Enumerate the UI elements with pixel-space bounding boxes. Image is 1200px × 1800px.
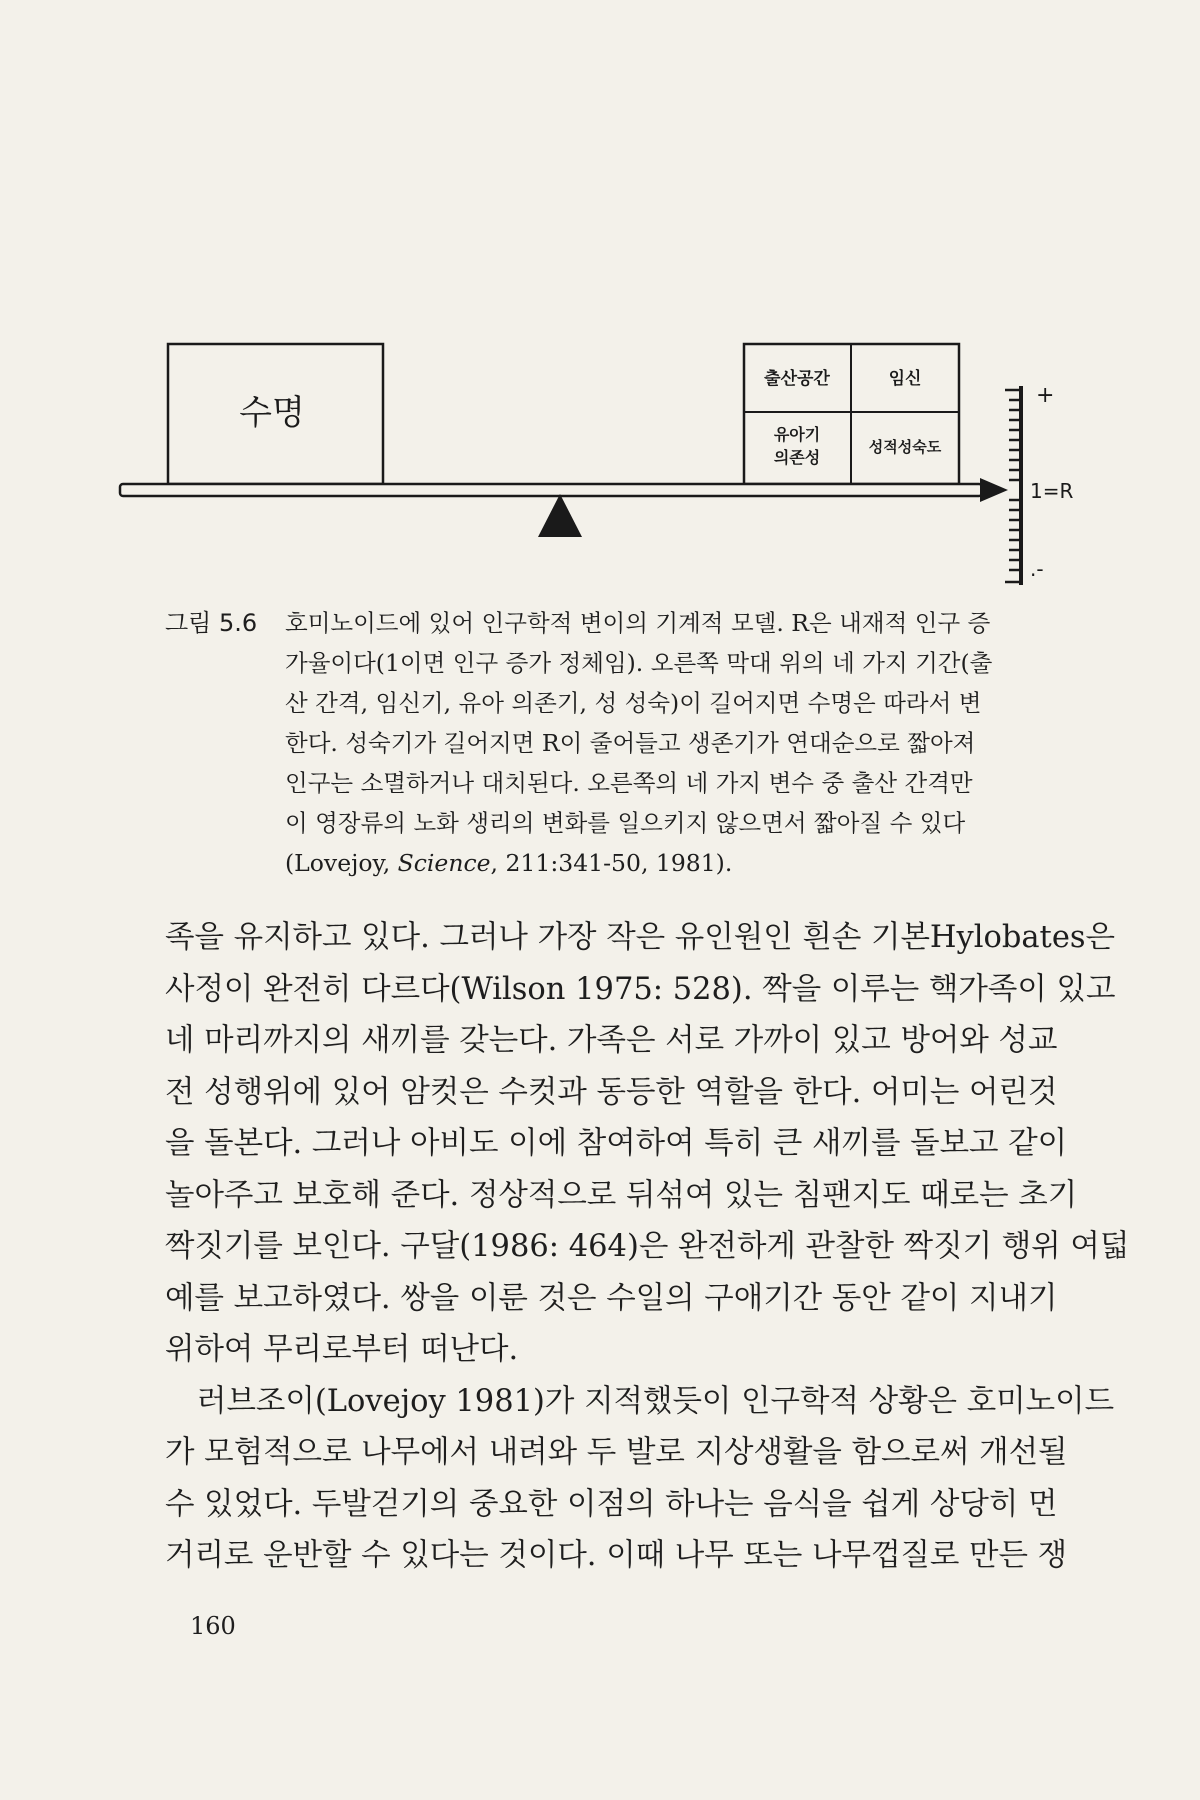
paragraph-2 [165,1376,1115,1582]
text-line: 러브조이(Lovejoy 1981)가 지적했듯이 인구학적 상황은 호미노이드 [197,1383,1115,1419]
caption-line: 한다. 성숙기가 길어지면 R이 줄어들고 생존기가 연대순으로 짧아져 [285,729,976,757]
caption-line: 인구는 소멸하거나 대치된다. 오른쪽의 네 가지 변수 중 출산 간격만 [285,769,973,797]
caption-line: 산 간격, 임신기, 유아 의존기, 성 성숙)이 길어지면 수명은 따라서 변 [285,689,982,717]
text-line: 네 마리까지의 새끼를 갖는다. 가족은 서로 가까이 있고 방어와 성교 [165,1023,1058,1058]
beam-arrow-head [980,478,1008,502]
birth-space-label: 출산공간 [764,369,830,389]
seesaw-beam [120,484,982,496]
fulcrum-triangle [538,494,582,537]
text-line: 예를 보고하였다. 쌍을 이룬 것은 수일의 구애기간 동안 같이 지내기 [165,1280,1058,1316]
body-text [165,912,1130,1582]
citation-journal: Science [397,849,491,877]
infant-dependency-label-2: 의존성 [773,448,821,467]
caption-text [285,603,1045,883]
caption-label: 그림 5.6 [165,609,258,637]
pregnancy-label: 임신 [888,369,922,389]
scale-equal-label: 1=R [1030,479,1074,503]
text-line: 거리로 운반할 수 있다는 것이다. 이때 나무 또는 나무껍질로 만든 쟁 [165,1538,1068,1573]
figure-caption [165,603,1045,883]
text-line: 을 돌본다. 그러나 아비도 이에 참여하여 특히 큰 새끼를 돌보고 같이 [165,1126,1068,1161]
text-line: 짝짓기를 보인다. 구달(1986: 464)은 완전하게 관찰한 짝짓기 행위 여덟 [165,1229,1130,1264]
seesaw-model-diagram [0,0,1200,600]
caption-line: 이 영장류의 노화 생리의 변화를 일으키지 않으면서 짧아질 수 있다 [285,809,966,837]
scale-plus-label: + [1036,383,1055,408]
caption-line: 호미노이드에 있어 인구학적 변이의 기계적 모델. R은 내재적 인구 증 [285,609,991,637]
text-line: 놀아주고 보호해 준다. 정상적으로 뒤섞여 있는 침팬지도 때로는 초기 [165,1177,1078,1213]
paragraph-1 [165,912,1130,1376]
text-line: 전 성행위에 있어 암컷은 수컷과 동등한 역할을 한다. 어미는 어린것 [165,1074,1058,1110]
text-line: 수 있었다. 두발걷기의 중요한 이점의 하나는 음식을 쉽게 상당히 먼 [165,1486,1058,1522]
citation-prefix: (Lovejoy, [285,849,398,877]
scale-minus-label: .- [1030,557,1044,581]
lifespan-label: 수명 [239,393,305,433]
text-line: 족을 유지하고 있다. 그러나 가장 작은 유인원인 흰손 기본Hylobates은 [165,920,1115,955]
caption-citation [285,843,1045,883]
citation-suffix: , 211:341-50, 1981). [490,849,733,877]
page-number: 160 [190,1612,236,1640]
sexual-maturity-label: 성적성숙도 [868,438,942,456]
text-line: 가 모험적으로 나무에서 내려와 두 발로 지상생활을 함으로써 개선될 [165,1435,1068,1470]
text-line: 사정이 완전히 다르다(Wilson 1975: 528). 짝을 이루는 핵가족이 있고 [165,971,1116,1007]
scale-ticks [1005,390,1021,582]
caption-line: 가율이다(1이면 인구 증가 정체임). 오른쪽 막대 위의 네 가지 기간(출 [285,649,993,677]
text-line: 위하여 무리로부터 떠난다. [165,1332,519,1367]
infant-dependency-label-1: 유아기 [773,425,821,444]
